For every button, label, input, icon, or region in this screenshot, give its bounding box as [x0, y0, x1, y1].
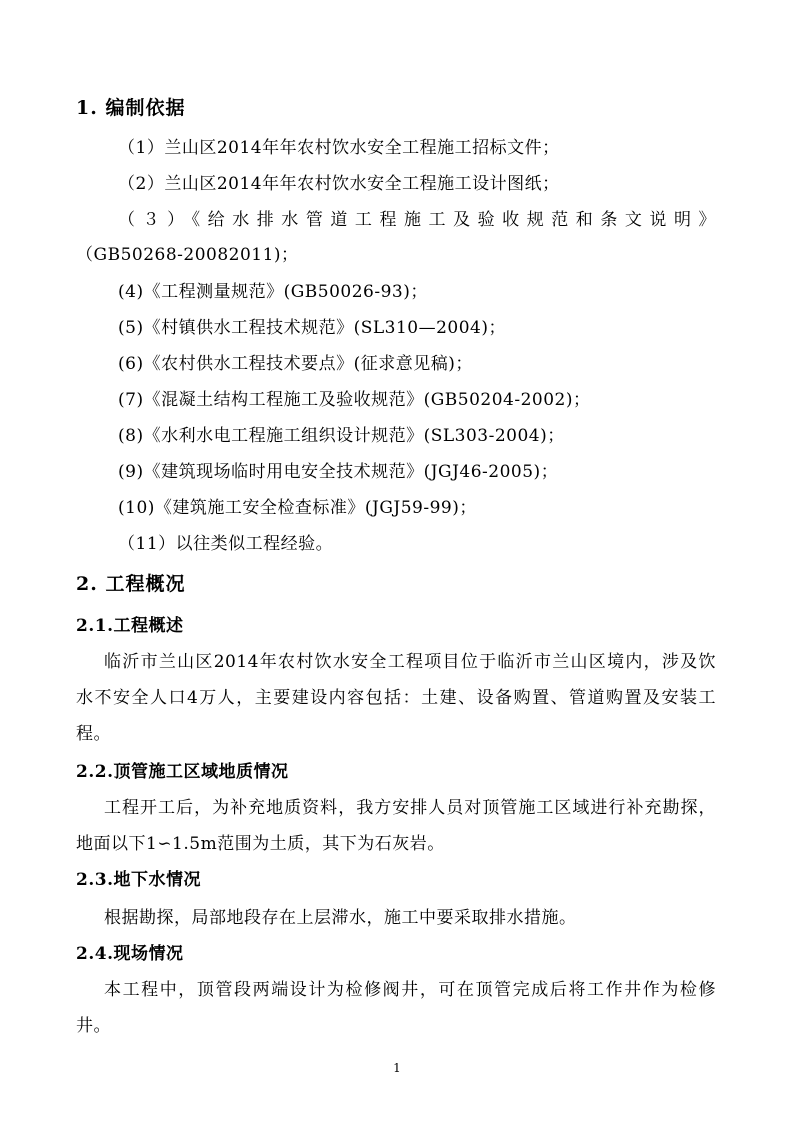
section-heading-overview: 2. 工程概况 — [76, 573, 186, 595]
section-heading-basis: 1. 编制依据 — [76, 97, 186, 119]
basis-item-10: (10)《建筑施工安全检查标准》(JGJ59-99)； — [118, 498, 477, 518]
basis-item-1: （1）兰山区2014年年农村饮水安全工程施工招标文件； — [118, 138, 560, 158]
basis-item-11: （11）以往类似工程经验。 — [118, 534, 334, 554]
paragraph-line: 地面以下1∽1.5m范围为土质，其下为石灰岩。 — [76, 834, 445, 854]
subsection-title-2-1: 2.1.工程概述 — [76, 616, 184, 636]
basis-item-3: （３）《给水排水管道工程施工及验收规范和条文说明》 — [118, 210, 716, 230]
paragraph-line: 根据勘探，局部地段存在上层滞水，施工中要采取排水措施。 — [104, 908, 577, 928]
basis-item-2: （2）兰山区2014年年农村饮水安全工程施工设计图纸； — [118, 174, 560, 194]
basis-item-4: (4)《工程测量规范》(GB50026-93)； — [118, 282, 428, 302]
basis-item-6: (6)《农村供水工程技术要点》(征求意见稿)； — [118, 354, 473, 374]
subsection-title-2-2: 2.2.顶管施工区域地质情况 — [76, 762, 289, 782]
subsection-title-2-3: 2.3.地下水情况 — [76, 870, 201, 890]
paragraph-line: 临沂市兰山区2014年农村饮水安全工程项目位于临沂市兰山区境内，涉及饮 — [104, 652, 716, 672]
basis-item-8: (8)《水利水电工程施工组织设计规范》(SL303-2004)； — [118, 426, 565, 446]
paragraph-line: 水不安全人口4万人，主要建设内容包括：土建、设备购置、管道购置及安装工 — [76, 688, 716, 708]
paragraph-line: 程。 — [76, 724, 111, 744]
paragraph-line: 井。 — [76, 1016, 111, 1036]
basis-item-9: (9)《建筑现场临时用电安全技术规范》(JGJ46-2005)； — [118, 462, 559, 482]
basis-item-5: (5)《村镇供水工程技术规范》(SL310—2004)； — [118, 318, 506, 338]
page-number: 1 — [393, 1061, 401, 1075]
subsection-title-2-4: 2.4.现场情况 — [76, 944, 184, 964]
basis-item-3-cont: （GB50268-20082011)； — [76, 245, 299, 265]
paragraph-line: 本工程中，顶管段两端设计为检修阀井，可在顶管完成后将工作井作为检修 — [104, 980, 716, 1000]
basis-item-7: (7)《混凝土结构工程施工及验收规范》(GB50204-2002)； — [118, 390, 591, 410]
paragraph-line: 工程开工后，为补充地质资料，我方安排人员对顶管施工区域进行补充勘探， — [104, 798, 716, 818]
